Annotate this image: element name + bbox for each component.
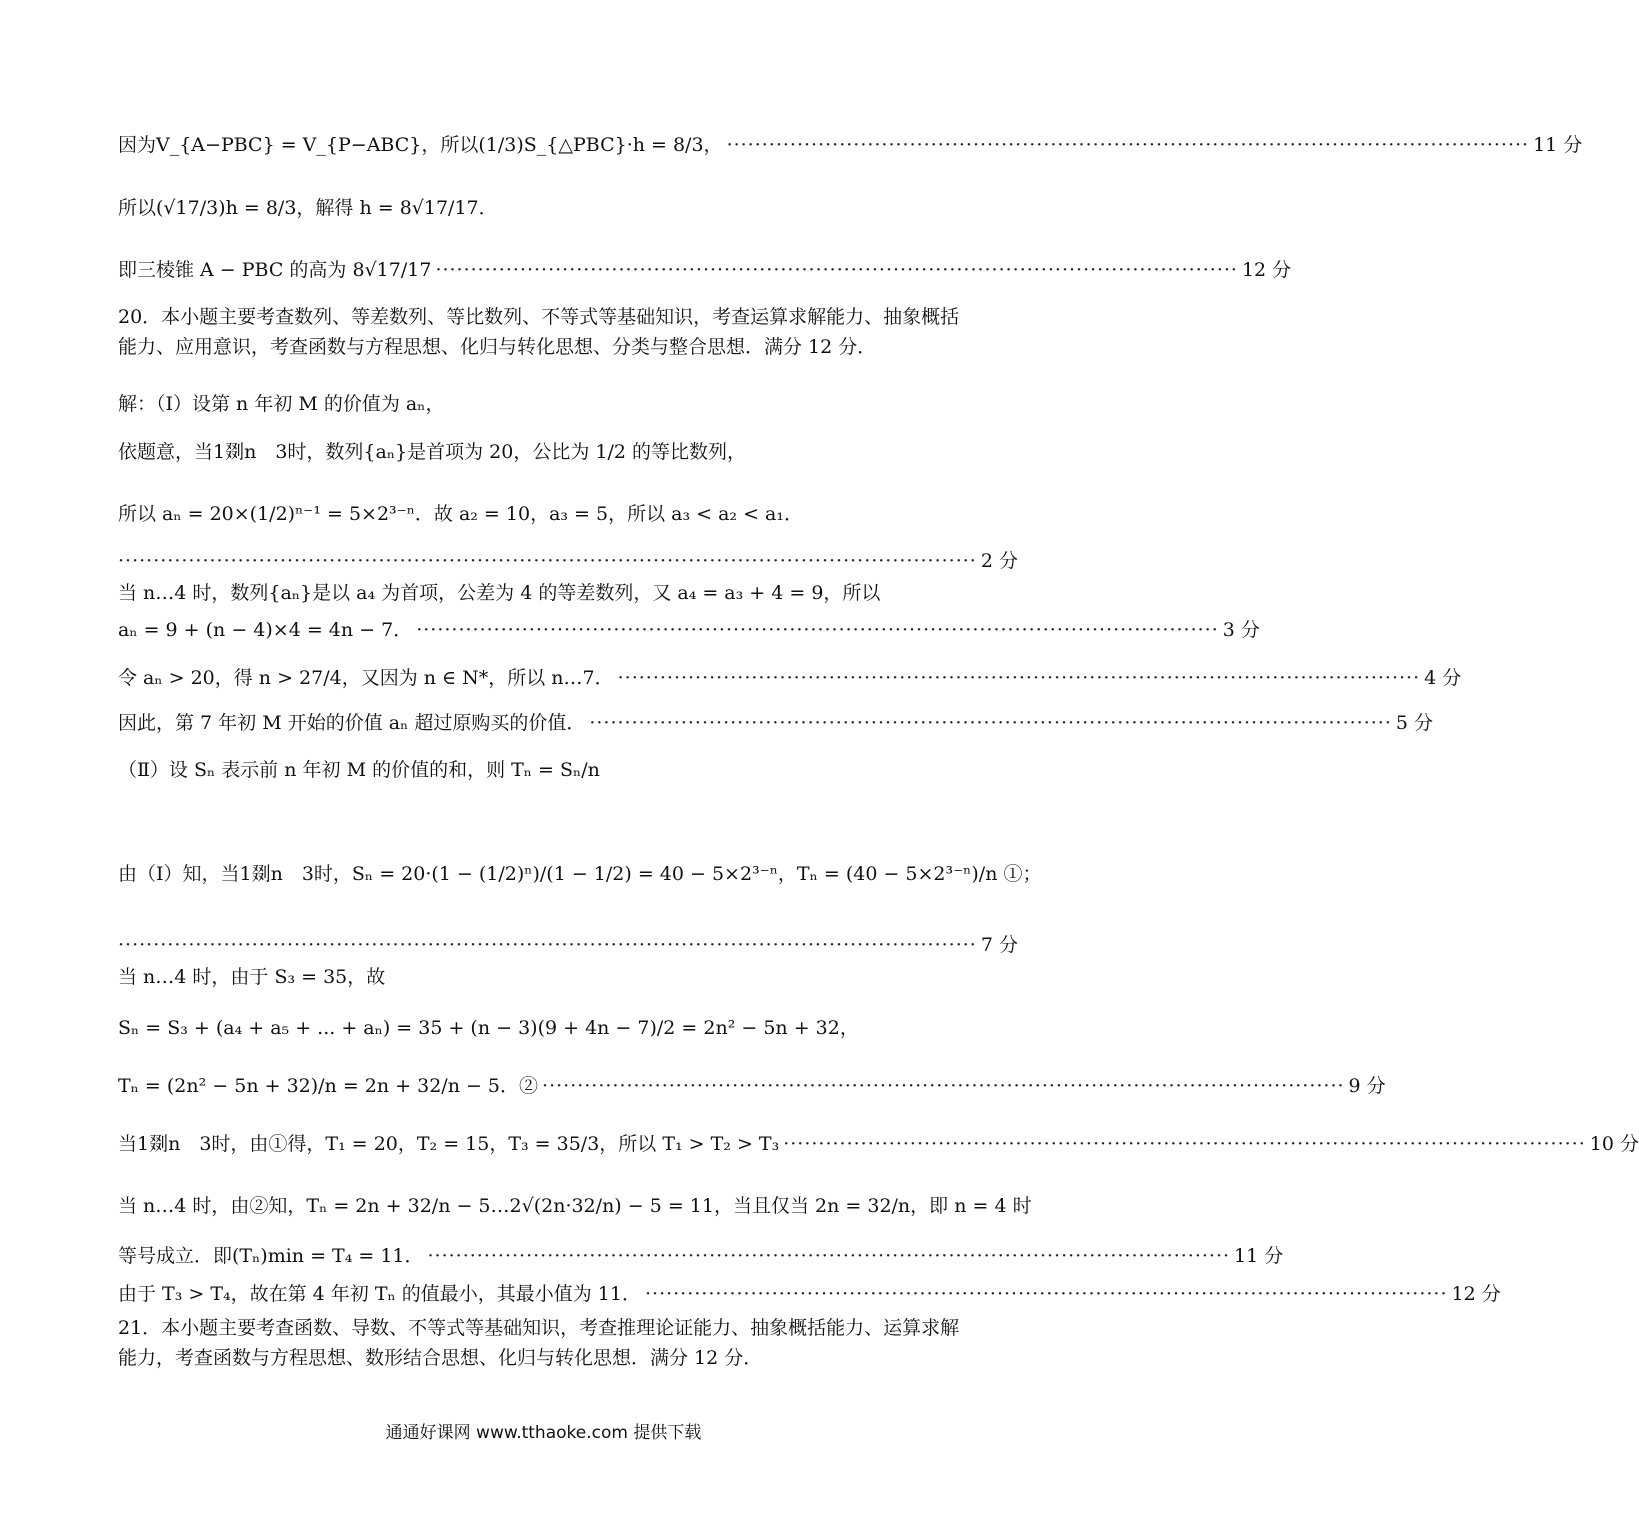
solution-line bbox=[118, 862, 1042, 886]
solution-line bbox=[118, 1244, 1284, 1268]
score-label: 12 分 bbox=[1451, 1283, 1501, 1305]
line-text: 等号成立．即(Tₙ)min = T₄ = 11． bbox=[118, 1245, 424, 1267]
score-label: 11 分 bbox=[1533, 134, 1583, 156]
solution-line bbox=[118, 758, 960, 782]
score-label: 10 分 bbox=[1589, 1133, 1639, 1155]
solution-line bbox=[118, 581, 960, 605]
solution-line bbox=[118, 1016, 960, 1040]
score-label: 3 分 bbox=[1222, 619, 1260, 641]
line-text: 所以 aₙ = 20×(1/2)ⁿ⁻¹ = 5×2³⁻ⁿ．故 a₂ = 10，a₃ = 5，所以 a₃ < a₂ < a₁． bbox=[118, 503, 803, 525]
page-footer: 通通好课网 www.tthaoke.com 提供下载 bbox=[385, 1423, 702, 1443]
solution-line bbox=[118, 549, 1018, 573]
score-label: 2 分 bbox=[980, 550, 1018, 572]
line-text: 当 n…4 时，由②知，Tₙ = 2n + 32/n − 5…2√(2n·32/n) − 5 = 11，当且仅当 2n = 32/n，即 n = 4 时 bbox=[118, 1195, 1032, 1217]
line-text: 所以(√17/3)h = 8/3，解得 h = 8√17/17． bbox=[118, 197, 498, 219]
dot-leader: ·························································································································· bbox=[118, 550, 977, 572]
dot-leader: ·························································································································· bbox=[118, 934, 977, 956]
solution-line bbox=[118, 618, 1260, 642]
score-label: 11 分 bbox=[1234, 1245, 1284, 1267]
dot-leader: ·················································································································· bbox=[435, 259, 1238, 281]
line-text: 即三棱锥 A − PBC 的高为 8√17/17 bbox=[118, 259, 432, 281]
solution-line bbox=[118, 133, 1583, 157]
dot-leader: ·················································································································· bbox=[726, 134, 1530, 156]
score-label: 5 分 bbox=[1395, 712, 1433, 734]
solution-line bbox=[118, 933, 1018, 957]
line-text: 当 n…4 时，由于 S₃ = 35，故 bbox=[118, 966, 386, 988]
line-text: 由（Ⅰ）知，当1剟n 3时，Sₙ = 20·(1 − (1/2)ⁿ)/(1 − 1/2) = 40 − 5×2³⁻ⁿ，Tₙ = (40 − 5×2³⁻ⁿ)/n ①； bbox=[118, 863, 1042, 885]
line-text: 因为V_{A−PBC} = V_{P−ABC}，所以(1/3)S_{△PBC}·h = 8/3， bbox=[118, 134, 723, 156]
problem-20-description: 20．本小题主要考查数列、等差数列、等比数列、不等式等基础知识，考查运算求解能力、抽象概括能力、应用意识，考查函数与方程思想、化归与转化思想、分类与整合思想．满分 12 分． bbox=[118, 306, 960, 358]
dot-leader: ·················································································································· bbox=[589, 712, 1392, 734]
line-text: 令 aₙ > 20，得 n > 27/4，又因为 n ∈ N*，所以 n…7． bbox=[118, 667, 614, 689]
solution-line bbox=[118, 1132, 1639, 1156]
dot-leader: ·················································································································· bbox=[783, 1133, 1586, 1155]
problem-21-description: 21．本小题主要考查函数、导数、不等式等基础知识，考查推理论证能力、抽象概括能力、运算求解能力，考查函数与方程思想、数形结合思想、化归与转化思想．满分 12 分． bbox=[118, 1317, 960, 1369]
line-text: 因此，第 7 年初 M 开始的价值 aₙ 超过原购买的价值． bbox=[118, 712, 586, 734]
line-text: aₙ = 9 + (n − 4)×4 = 4n − 7． bbox=[118, 619, 413, 641]
solution-line bbox=[118, 1194, 1032, 1218]
solution-line bbox=[118, 440, 960, 464]
dot-leader: ·················································································································· bbox=[416, 619, 1219, 641]
solution-line bbox=[118, 965, 960, 989]
solution-line bbox=[118, 196, 960, 220]
score-label: 7 分 bbox=[980, 934, 1018, 956]
solution-line bbox=[118, 1282, 1501, 1306]
solution-line bbox=[118, 258, 1292, 282]
dot-leader: ·················································································································· bbox=[542, 1075, 1345, 1097]
line-text: 当1剟n 3时，由①得，T₁ = 20，T₂ = 15，T₃ = 35/3，所以 T₁ > T₂ > T₃ bbox=[118, 1133, 780, 1155]
solution-line bbox=[118, 502, 960, 526]
line-text: Sₙ = S₃ + (a₄ + a₅ + ... + aₙ) = 35 + (n − 3)(9 + 4n − 7)/2 = 2n² − 5n + 32， bbox=[118, 1017, 859, 1039]
solution-line bbox=[118, 711, 1433, 735]
line-text: （Ⅱ）设 Sₙ 表示前 n 年初 M 的价值的和，则 Tₙ = Sₙ/n bbox=[118, 759, 600, 781]
dot-leader: ·················································································································· bbox=[644, 1283, 1448, 1305]
dot-leader: ·················································································································· bbox=[617, 667, 1421, 689]
score-label: 4 分 bbox=[1424, 667, 1462, 689]
score-label: 9 分 bbox=[1348, 1075, 1386, 1097]
solution-line bbox=[118, 392, 960, 416]
solution-line bbox=[118, 1074, 1386, 1098]
score-label: 12 分 bbox=[1241, 259, 1292, 281]
line-text: 由于 T₃ > T₄，故在第 4 年初 Tₙ 的值最小，其最小值为 11． bbox=[118, 1283, 641, 1305]
solution-line bbox=[118, 666, 1462, 690]
line-text: 当 n…4 时，数列{aₙ}是以 a₄ 为首项，公差为 4 的等差数列，又 a₄ = a₃ + 4 = 9，所以 bbox=[118, 582, 881, 604]
line-text: 依题意，当1剟n 3时，数列{aₙ}是首项为 20，公比为 1/2 的等比数列， bbox=[118, 441, 747, 463]
line-text: 解：（Ⅰ）设第 n 年初 M 的价值为 aₙ， bbox=[118, 393, 445, 415]
dot-leader: ·················································································································· bbox=[427, 1245, 1231, 1267]
line-text: Tₙ = (2n² − 5n + 32)/n = 2n + 32/n − 5．② bbox=[118, 1075, 539, 1097]
